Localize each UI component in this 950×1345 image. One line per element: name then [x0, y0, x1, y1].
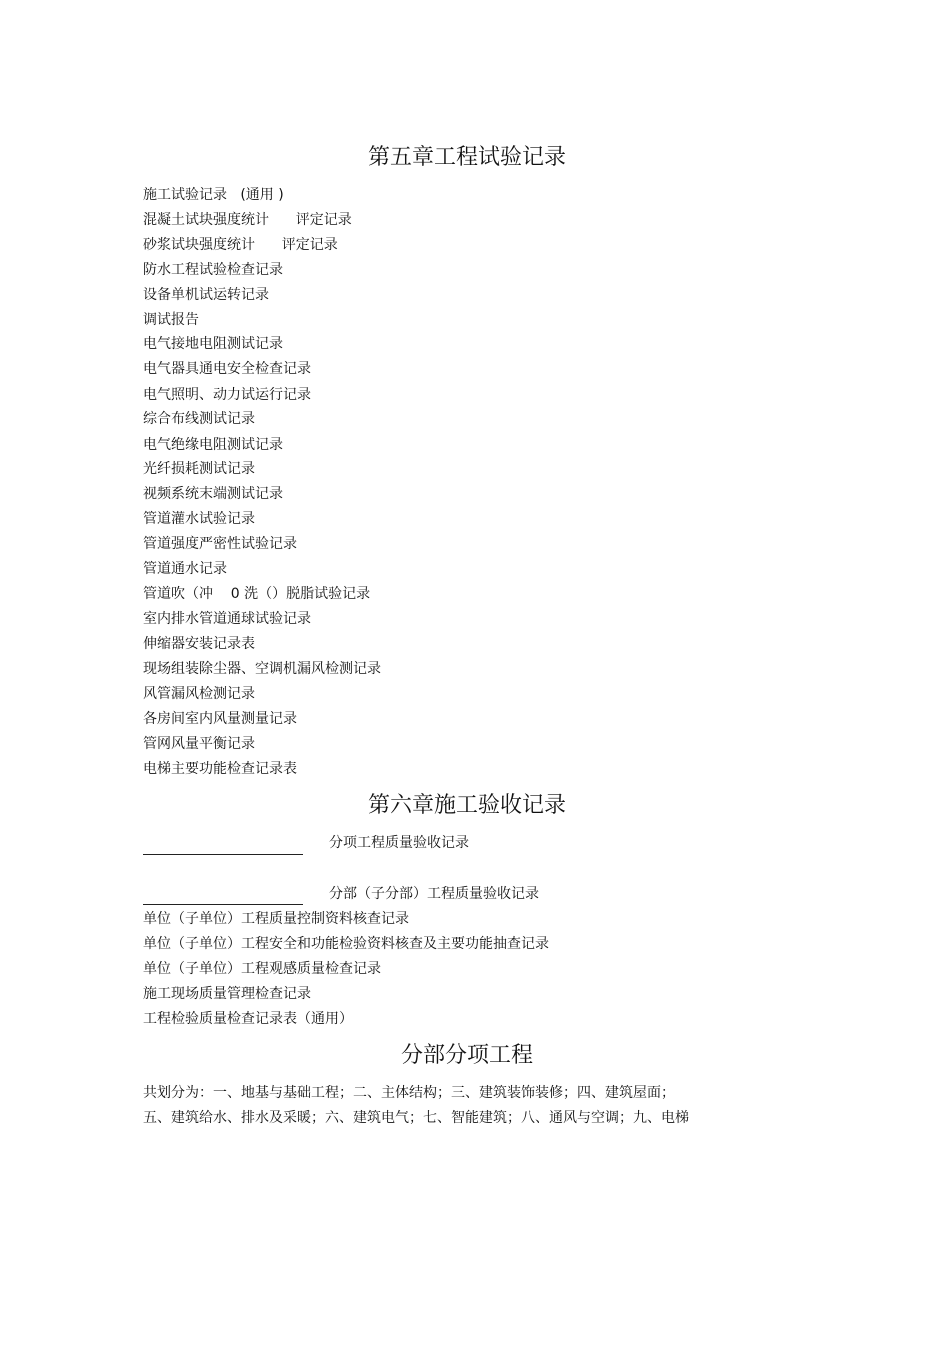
chapter5-item: 防水工程试验检查记录 [143, 262, 283, 278]
section-paragraph-line: 五、建筑给水、排水及采暖；六、建筑电气；七、智能建筑；八、通风与空调；九、电梯 [143, 1110, 689, 1126]
chapter5-item: 各房间室内风量测量记录 [143, 711, 297, 727]
chapter5-item: 电气绝缘电阻测试记录 [143, 437, 283, 453]
chapter5-item: 施工试验记录 (通用 ) [143, 187, 284, 203]
chapter6-blank-item: 分项工程质量验收记录 [329, 835, 469, 851]
fill-in-blank-line [143, 904, 303, 905]
chapter6-item: 单位（子单位）工程质量控制资料核查记录 [143, 911, 409, 927]
chapter5-item: 视频系统末端测试记录 [143, 486, 283, 502]
chapter6-item: 施工现场质量管理检查记录 [143, 986, 311, 1002]
chapter5-item: 混凝土试块强度统计 评定记录 [143, 212, 352, 228]
chapter6-item: 单位（子单位）工程观感质量检查记录 [143, 961, 381, 977]
chapter5-item: 现场组装除尘器、空调机漏风检测记录 [143, 661, 381, 677]
chapter5-title: 第五章工程试验记录 [367, 145, 566, 170]
chapter5-item: 伸缩器安装记录表 [143, 636, 255, 652]
chapter5-item: 光纤损耗测试记录 [143, 461, 255, 477]
chapter5-item: 电梯主要功能检查记录表 [143, 761, 297, 777]
chapter5-item: 管道通水记录 [143, 561, 227, 577]
chapter6-item: 单位（子单位）工程安全和功能检验资料核查及主要功能抽查记录 [143, 936, 549, 952]
chapter6-blank-item: 分部（子分部）工程质量验收记录 [329, 886, 539, 902]
chapter5-item: 室内排水管道通球试验记录 [143, 611, 311, 627]
chapter5-item: 管网风量平衡记录 [143, 736, 255, 752]
chapter6-item: 工程检验质量检查记录表（通用） [143, 1011, 353, 1027]
chapter6-title: 第六章施工验收记录 [367, 793, 566, 818]
chapter5-item: 管道吹（冲 0 洗（）脱脂试验记录 [143, 586, 371, 602]
chapter5-item: 综合布线测试记录 [143, 411, 255, 427]
chapter5-item: 电气接地电阻测试记录 [143, 336, 283, 352]
fill-in-blank-line [143, 854, 303, 855]
section-title: 分部分项工程 [400, 1043, 533, 1068]
chapter5-item: 调试报告 [143, 312, 199, 328]
chapter5-item: 砂浆试块强度统计 评定记录 [143, 237, 338, 253]
chapter5-item: 电气器具通电安全检查记录 [143, 361, 311, 377]
chapter5-item: 管道强度严密性试验记录 [143, 536, 297, 552]
chapter5-item: 设备单机试运转记录 [143, 287, 269, 303]
chapter5-item: 管道灌水试验记录 [143, 511, 255, 527]
section-paragraph-line: 共划分为：一、地基与基础工程；二、主体结构；三、建筑装饰装修；四、建筑屋面； [143, 1085, 675, 1101]
chapter5-item: 风管漏风检测记录 [143, 686, 255, 702]
chapter5-item: 电气照明、动力试运行记录 [143, 387, 311, 403]
